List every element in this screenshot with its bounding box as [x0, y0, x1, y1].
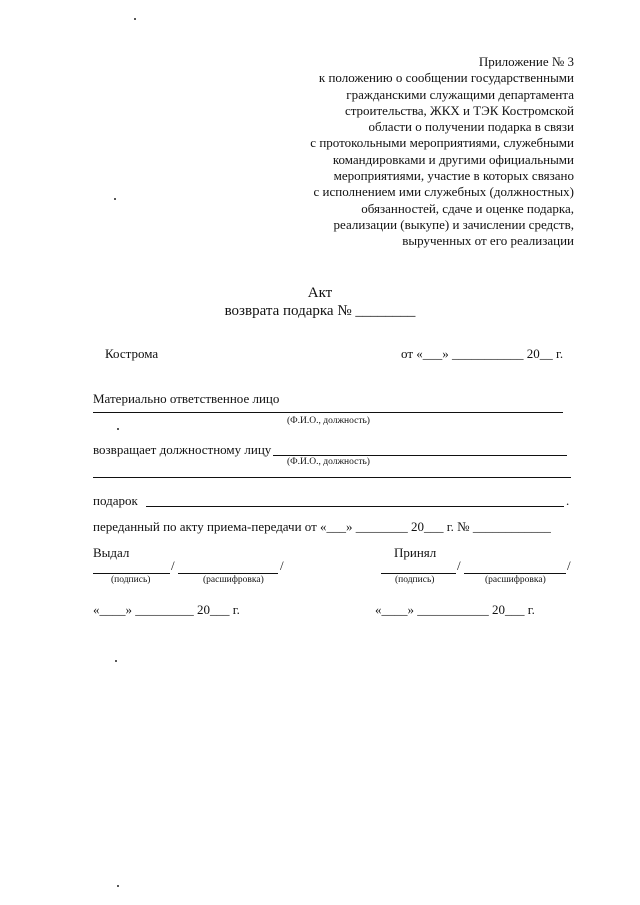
- scan-speck: [115, 660, 117, 662]
- accepted-slash: /: [457, 558, 461, 573]
- accepted-sign-hint: (подпись): [395, 575, 435, 585]
- appendix-line: мероприятиями, участие в которых связано: [333, 168, 574, 184]
- accepted-decode-line[interactable]: [464, 573, 566, 574]
- appendix-line: вырученных от его реализации: [402, 233, 574, 249]
- scan-speck: [117, 885, 119, 887]
- issued-decode-hint: (расшифровка): [203, 575, 264, 585]
- gift-field-line[interactable]: [146, 506, 564, 507]
- scan-speck: [117, 428, 119, 430]
- appendix-line: реализации (выкупе) и зачислении средств,: [333, 216, 574, 232]
- accepted-sign-line[interactable]: [381, 573, 456, 574]
- accepted-slash-end: /: [567, 558, 571, 573]
- scan-speck: [114, 198, 116, 200]
- returns-field-line[interactable]: [273, 455, 567, 456]
- responsible-hint: (Ф.И.О., должность): [287, 416, 370, 426]
- appendix-line: обязанностей, сдаче и оценке подарка,: [361, 200, 574, 216]
- accepted-decode-hint: (расшифровка): [485, 575, 546, 585]
- appendix-line: области о получении подарка в связи: [368, 119, 574, 135]
- gift-label: подарок: [93, 493, 138, 508]
- transfer-text: переданный по акту приема-передачи от «___» ________ 20___ г. № ____________: [93, 519, 551, 534]
- appendix-line: строительства, ЖКХ и ТЭК Костромской: [344, 102, 574, 118]
- returns-hint: (Ф.И.О., должность): [287, 457, 370, 467]
- appendix-line: гражданскими служащими департамента: [346, 86, 574, 102]
- accepted-date: «____» ___________ 20___ г.: [375, 602, 535, 617]
- issued-label: Выдал: [93, 545, 130, 560]
- issued-slash: /: [171, 558, 175, 573]
- issued-sign-line[interactable]: [93, 573, 170, 574]
- scan-speck: [134, 18, 136, 20]
- document-title: Акт: [307, 285, 333, 301]
- issued-slash-end: /: [280, 558, 284, 573]
- returns-field-line-2[interactable]: [93, 477, 571, 478]
- appendix-line: командировками и другими официальными: [332, 151, 574, 167]
- appendix-line: с протокольными мероприятиями, служебными: [310, 135, 574, 151]
- issued-date: «____» _________ 20___ г.: [93, 602, 240, 617]
- issued-sign-hint: (подпись): [111, 575, 151, 585]
- appendix-header: [310, 54, 574, 250]
- appendix-line: Приложение № 3: [478, 54, 574, 69]
- responsible-field-line[interactable]: [93, 412, 563, 413]
- appendix-line: к положению о сообщении государственными: [318, 70, 574, 86]
- gift-line-end: .: [566, 493, 570, 508]
- accepted-label: Принял: [394, 545, 437, 560]
- issued-decode-line[interactable]: [178, 573, 278, 574]
- city-label: Кострома: [105, 346, 159, 361]
- responsible-label: Материально ответственное лицо: [93, 391, 280, 406]
- document-subtitle: возврата подарка № ________: [224, 303, 416, 319]
- act-date: от «___» ___________ 20__ г.: [401, 346, 564, 361]
- returns-label: возвращает должностному лицу: [93, 442, 272, 457]
- appendix-line: с исполнением ими служебных (должностных): [313, 184, 574, 200]
